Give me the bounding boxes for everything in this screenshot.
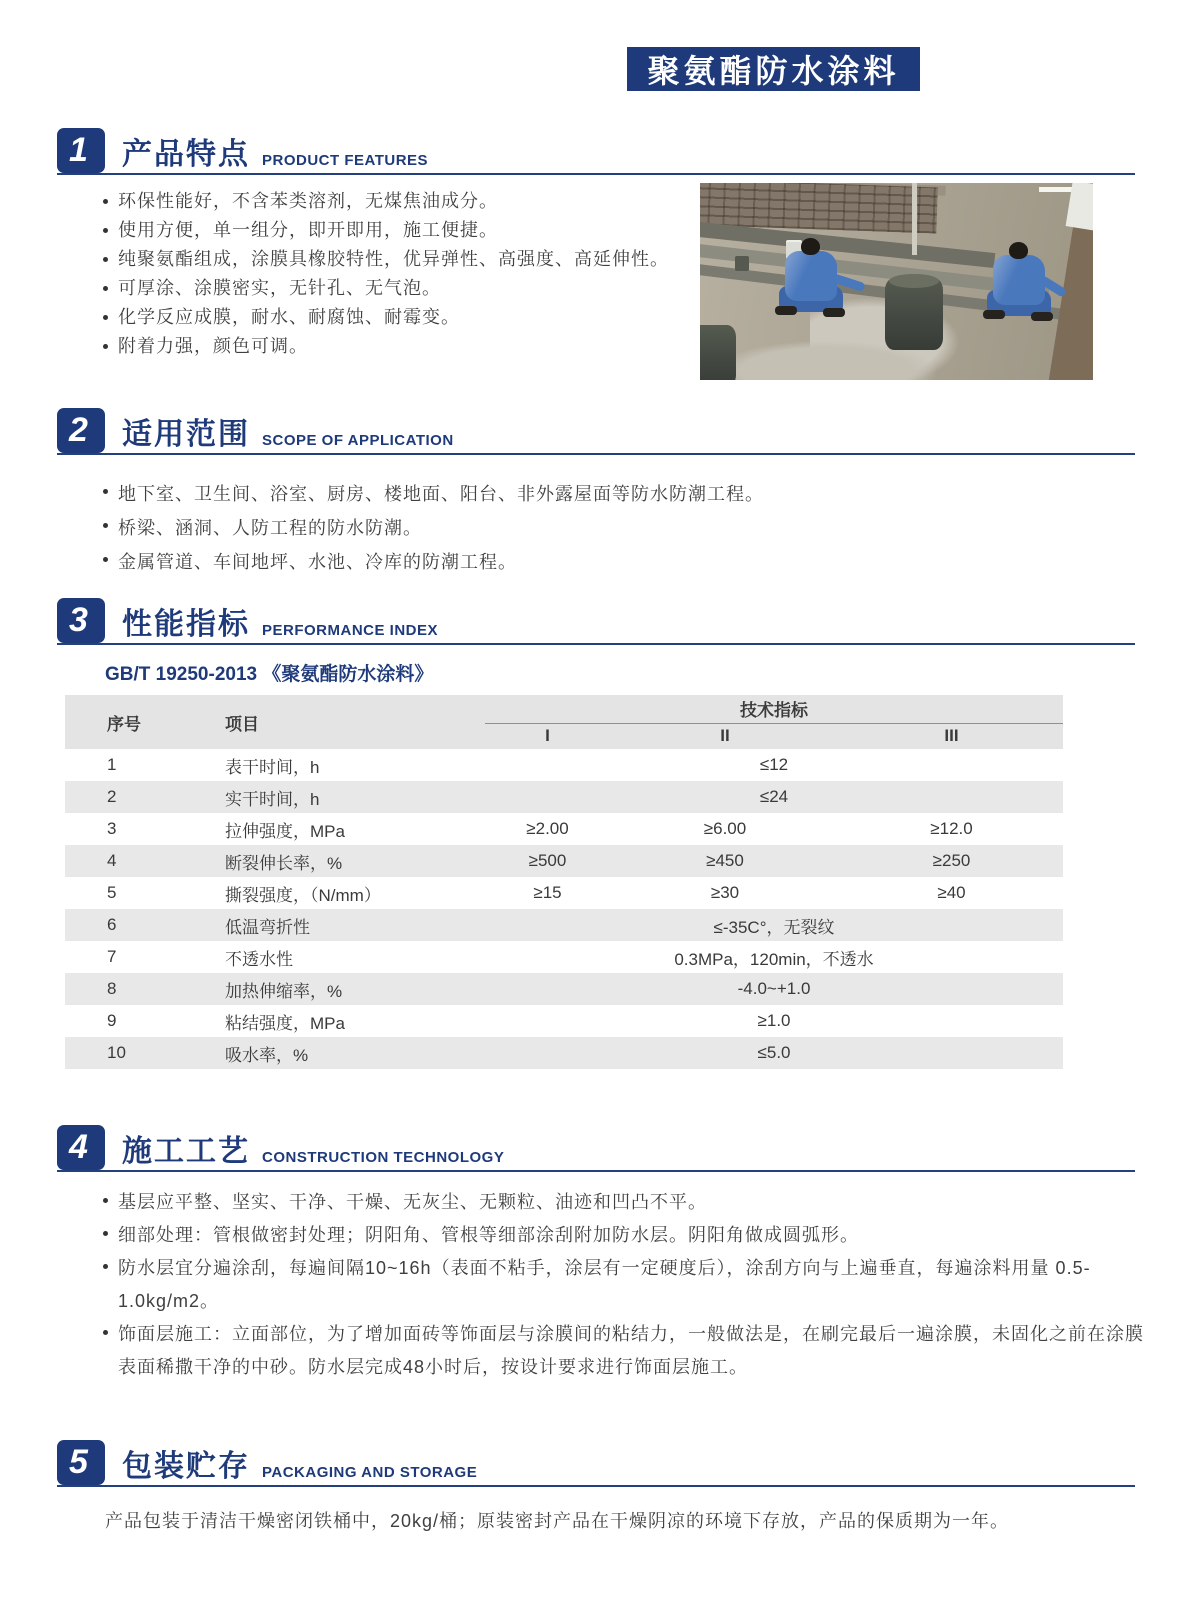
bullet-dot [103, 1264, 108, 1269]
section-title: 包装贮存 [122, 1450, 250, 1483]
bullet-text: 桥梁、涵洞、人防工程的防水防潮。 [118, 518, 422, 538]
bullet-dot [103, 315, 108, 320]
section-title: 性能指标 [122, 608, 250, 641]
section-title: 适用范围 [122, 418, 250, 451]
list-item [103, 1252, 1153, 1318]
table-row: 5 撕裂强度，（N/mm） ≥15 ≥30 ≥40 [107, 883, 966, 905]
section-header [57, 598, 1135, 645]
bullet-dot [103, 257, 108, 262]
section-subtitle: PERFORMANCE INDEX [262, 622, 439, 639]
table-row: 8 加热伸缩率，% -4.0~+1.0 [65, 973, 1063, 1005]
photo-pole [912, 183, 917, 255]
section-subtitle: SCOPE OF APPLICATION [262, 432, 454, 449]
section-number-badge: 2 [57, 408, 105, 453]
column-header-grade-3: III [944, 726, 959, 746]
section-header [57, 1125, 1135, 1172]
list-item [103, 545, 1135, 579]
column-header-tech-index: 技术指标 [485, 695, 1063, 723]
bullet-text: 使用方便，单一组分，即开即用，施工便捷。 [118, 220, 498, 240]
section-construction [57, 1125, 1144, 1384]
table-row: 2 实干时间，h ≤24 [65, 781, 1063, 813]
section-subtitle: PRODUCT FEATURES [262, 152, 429, 169]
product-photo [700, 183, 1093, 380]
table-row: 4 断裂伸长率，% ≥500 ≥450 ≥250 [65, 845, 1063, 877]
standard-reference: GB/T 19250-2013 《聚氨酯防水涂料》 [105, 664, 434, 685]
section-title: 产品特点 [122, 138, 250, 171]
table-row: 6 低温弯折性 ≤-35C°，无裂纹 [65, 909, 1063, 941]
table-row: 10 吸水率，% ≤5.0 [65, 1037, 1063, 1069]
packaging-text: 产品包装于清洁干燥密闭铁桶中，20kg/桶；原装密封产品在干燥阴凉的环境下存放，产品的保质期为一年。 [105, 1511, 1010, 1531]
column-header-item: 项目 [225, 714, 259, 734]
list-item [103, 216, 703, 245]
column-header-grade-2: II [720, 726, 730, 746]
section-number-badge: 3 [57, 598, 105, 643]
bullet-dot [103, 228, 108, 233]
bullet-dot [103, 1231, 108, 1236]
list-item [103, 187, 703, 216]
section-header [57, 128, 1135, 175]
section-performance-index [57, 598, 1135, 1069]
list-item [103, 1318, 1153, 1384]
column-header-no: 序号 [107, 714, 141, 734]
photo-paint-barrel [885, 278, 943, 350]
bullet-dot [103, 1330, 108, 1335]
bullet-text: 防水层宜分遍涂刮，每遍间隔10~16h（表面不粘手，涂层有一定硬度后），涂刮方向与上遍垂直，每遍涂料用量 0.5-1.0kg/m2。 [118, 1258, 1091, 1311]
bullet-text: 附着力强，颜色可调。 [118, 336, 308, 356]
table-row: 3 拉伸强度，MPa ≥2.00 ≥6.00 ≥12.0 [107, 819, 973, 841]
section-number-badge: 1 [57, 128, 105, 173]
bullet-dot [103, 344, 108, 349]
bullet-text: 饰面层施工：立面部位，为了增加面砖等饰面层与涂膜间的粘结力，一般做法是，在刷完最后一遍涂膜，未固化之前在涂膜表面稀撒干净的中砂。防水层完成48小时后，按设计要求进行饰面层施工。 [118, 1324, 1144, 1377]
section-number-badge: 5 [57, 1440, 105, 1485]
page-title: 聚氨酯防水涂料 [627, 47, 920, 91]
list-item [103, 245, 703, 274]
list-item [103, 511, 1135, 545]
scope-bullet-list [103, 477, 1135, 579]
section-number-badge: 4 [57, 1125, 105, 1170]
list-item [103, 274, 703, 303]
construction-bullet-list [103, 1186, 1153, 1384]
bullet-text: 化学反应成膜，耐水、耐腐蚀、耐霉变。 [118, 307, 460, 327]
bullet-text: 地下室、卫生间、浴室、厨房、楼地面、阳台、非外露屋面等防水防潮工程。 [118, 484, 764, 504]
table-row: 7 不透水性 0.3MPa，120min，不透水 [107, 947, 874, 969]
section-title: 施工工艺 [122, 1135, 250, 1168]
list-item [103, 1219, 1153, 1252]
bullet-dot [103, 199, 108, 204]
photo-paint-barrel [700, 325, 736, 380]
section-header [57, 1440, 1135, 1487]
feature-bullet-list [103, 187, 703, 361]
photo-small-bucket [735, 256, 749, 271]
bullet-dot [103, 523, 108, 528]
bullet-dot [103, 286, 108, 291]
photo-curb [1045, 219, 1093, 380]
bullet-dot [103, 489, 108, 494]
list-item [103, 332, 703, 361]
bullet-text: 基层应平整、坚实、干净、干燥、无灰尘、无颗粒、油迹和凹凸不平。 [118, 1192, 707, 1212]
section-packaging [57, 1440, 1135, 1533]
bullet-dot [103, 557, 108, 562]
table-row: 9 粘结强度，MPa ≥1.0 [107, 1011, 791, 1033]
bullet-text: 环保性能好，不含苯类溶剂，无煤焦油成分。 [118, 191, 498, 211]
list-item [103, 1186, 1153, 1219]
bullet-text: 纯聚氨酯组成，涂膜具橡胶特性，优异弹性、高强度、高延伸性。 [118, 249, 669, 269]
table-row: 1 表干时间，h ≤12 [107, 755, 789, 777]
section-subtitle: PACKAGING AND STORAGE [262, 1464, 478, 1481]
bullet-text: 细部处理：管根做密封处理；阴阳角、管根等细部涂刮附加防水层。阴阳角做成圆弧形。 [118, 1225, 859, 1245]
list-item [103, 477, 1135, 511]
column-header-grade-1: I [545, 726, 550, 746]
section-scope [57, 408, 1135, 579]
section-subtitle: CONSTRUCTION TECHNOLOGY [262, 1149, 505, 1166]
list-item [103, 303, 703, 332]
bullet-text: 金属管道、车间地坪、水池、冷库的防潮工程。 [118, 552, 517, 572]
section-header [57, 408, 1135, 455]
performance-table [65, 695, 1063, 1069]
bullet-dot [103, 1198, 108, 1203]
bullet-text: 可厚涂、涂膜密实，无针孔、无气泡。 [118, 278, 441, 298]
